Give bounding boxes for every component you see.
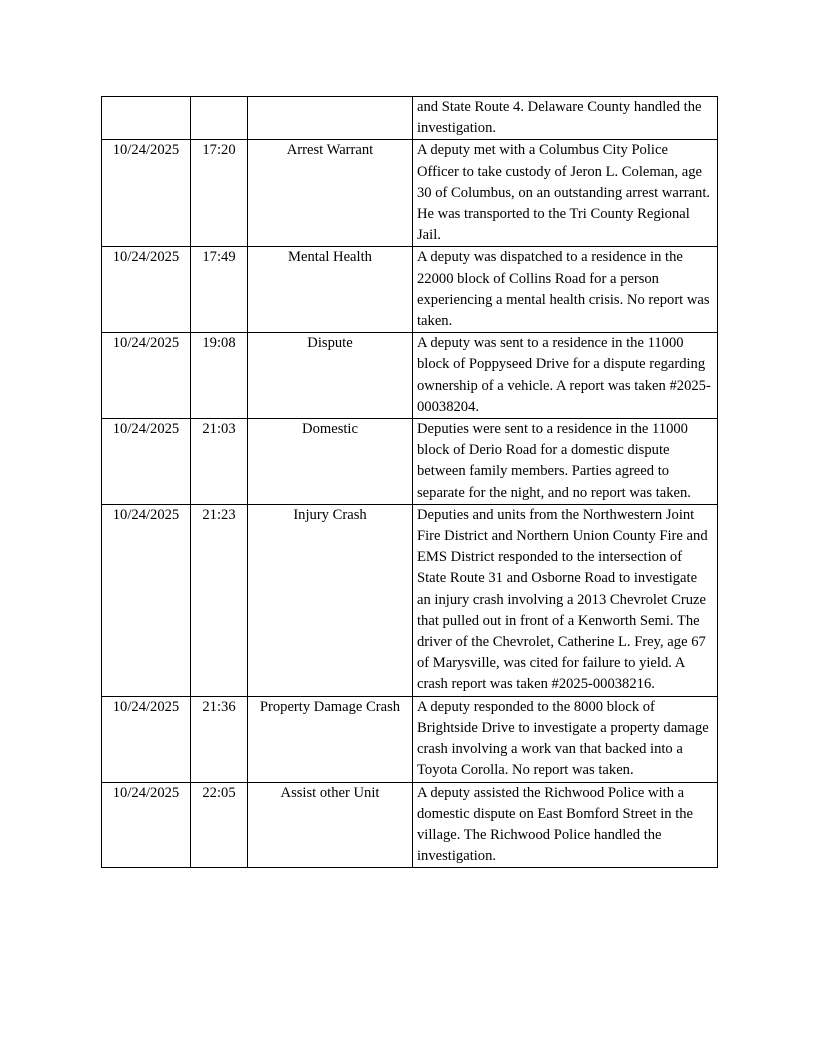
time-cell: 21:03 xyxy=(191,419,248,505)
date-cell: 10/24/2025 xyxy=(102,419,191,505)
description-cell: A deputy was dispatched to a residence in the 22000 block of Collins Road for a person experiencing a mental health crisis. No report was taken. xyxy=(413,247,718,333)
description-cell: and State Route 4. Delaware County handled the investigation. xyxy=(413,97,718,140)
incident-type-cell: Injury Crash xyxy=(248,504,413,696)
date-cell: 10/24/2025 xyxy=(102,140,191,247)
date-cell: 10/24/2025 xyxy=(102,696,191,782)
table-row xyxy=(102,97,718,140)
date-cell xyxy=(102,97,191,140)
date-cell: 10/24/2025 xyxy=(102,504,191,696)
table-row xyxy=(102,782,718,868)
incident-type-cell: Assist other Unit xyxy=(248,782,413,868)
table-row xyxy=(102,696,718,782)
time-cell: 17:49 xyxy=(191,247,248,333)
incident-type-cell: Arrest Warrant xyxy=(248,140,413,247)
description-cell: A deputy responded to the 8000 block of Brightside Drive to investigate a property damage crash involving a work van that backed into a Toyota Corolla. No report was taken. xyxy=(413,696,718,782)
description-cell: A deputy was sent to a residence in the 11000 block of Poppyseed Drive for a dispute regarding ownership of a vehicle. A report was taken #2025-00038204. xyxy=(413,333,718,419)
time-cell: 17:20 xyxy=(191,140,248,247)
description-cell: A deputy assisted the Richwood Police with a domestic dispute on East Bomford Street in the village. The Richwood Police handled the investigation. xyxy=(413,782,718,868)
incident-type-cell: Domestic xyxy=(248,419,413,505)
table-row xyxy=(102,140,718,247)
time-cell: 21:23 xyxy=(191,504,248,696)
date-cell: 10/24/2025 xyxy=(102,333,191,419)
time-cell xyxy=(191,97,248,140)
table-row xyxy=(102,247,718,333)
table-row xyxy=(102,504,718,696)
table-row xyxy=(102,419,718,505)
incident-type-cell xyxy=(248,97,413,140)
time-cell: 22:05 xyxy=(191,782,248,868)
time-cell: 21:36 xyxy=(191,696,248,782)
description-cell: Deputies and units from the Northwestern Joint Fire District and Northern Union County Fire and EMS District responded to the intersection of State Route 31 and Osborne Road to investigate an injury crash involving a 2013 Chevrolet Cruze that pulled out in front of a Kenworth Semi. The driver of the Chevrolet, Catherine L. Frey, age 67 of Marysville, was cited for failure to yield. A crash report was taken #2025-00038216. xyxy=(413,504,718,696)
time-cell: 19:08 xyxy=(191,333,248,419)
incident-log-body xyxy=(102,97,718,868)
date-cell: 10/24/2025 xyxy=(102,247,191,333)
incident-log-table xyxy=(101,96,718,868)
incident-type-cell: Dispute xyxy=(248,333,413,419)
description-cell: Deputies were sent to a residence in the 11000 block of Derio Road for a domestic dispute between family members. Parties agreed to separate for the night, and no report was taken. xyxy=(413,419,718,505)
table-row xyxy=(102,333,718,419)
incident-type-cell: Mental Health xyxy=(248,247,413,333)
date-cell: 10/24/2025 xyxy=(102,782,191,868)
description-cell: A deputy met with a Columbus City Police Officer to take custody of Jeron L. Coleman, age 30 of Columbus, on an outstanding arrest warrant. He was transported to the Tri County Regional Jail. xyxy=(413,140,718,247)
incident-type-cell: Property Damage Crash xyxy=(248,696,413,782)
